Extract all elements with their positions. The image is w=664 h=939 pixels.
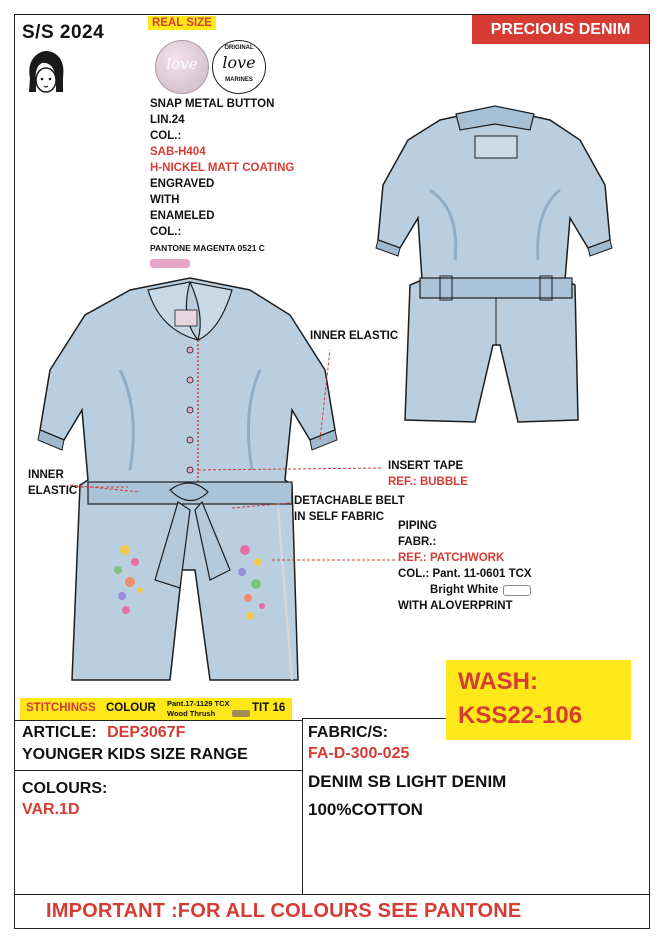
divider — [14, 894, 650, 895]
trim-line: H-NICKEL MATT COATING — [150, 162, 295, 174]
bright-white-swatch — [503, 585, 531, 596]
garment-back-view — [360, 100, 630, 430]
fabric-composition: 100%COTTON — [308, 800, 423, 819]
brand-banner: PRECIOUS DENIM — [472, 15, 649, 44]
insert-tape-callout: INSERT TAPE REF.: BUBBLE — [388, 460, 468, 488]
divider — [302, 718, 303, 894]
article-code: DEP3067F — [107, 724, 186, 741]
article-label: ARTICLE: DEP3067F — [22, 724, 186, 741]
divider — [14, 770, 302, 771]
divider — [14, 720, 302, 721]
fabric-name: DENIM SB LIGHT DENIM — [308, 772, 507, 791]
girl-face-icon — [24, 50, 68, 100]
trim-line: SAB-H404 — [150, 146, 206, 158]
wash-code: KSS22-106 — [458, 702, 583, 729]
trim-line: COL.: — [150, 130, 182, 142]
fabric-label: FABRIC/S: — [308, 724, 388, 741]
size-range: YOUNGER KIDS SIZE RANGE — [22, 746, 248, 763]
stitchings-bar: STITCHINGS COLOUR Pant.17-1129 TCX Wood Thrush TIT 16 — [20, 698, 292, 720]
trim-line: ENAMELED — [150, 210, 215, 222]
inner-elastic-waist-callout: INNER ELASTIC — [28, 469, 78, 497]
real-size-tag: REAL SIZE — [148, 16, 216, 30]
trim-line: SNAP METAL BUTTON — [150, 98, 275, 110]
wash-box — [446, 660, 631, 740]
trim-line: ENGRAVED — [150, 178, 215, 190]
piping-callout: PIPING FABR.: REF.: PATCHWORK COL.: Pant. 11-0601 TCX Bright White WITH ALOVERPRINT — [398, 520, 532, 612]
fabric-code: FA-D-300-025 — [308, 745, 410, 762]
colours-label: COLOURS: — [22, 780, 108, 797]
inner-elastic-callout: INNER ELASTIC — [310, 330, 399, 342]
season-label: S/S 2024 — [22, 22, 105, 43]
trim-spec — [150, 97, 294, 268]
trim-line: COL.: — [150, 226, 182, 238]
wash-label: WASH: — [458, 668, 538, 695]
trim-line: WITH — [150, 194, 180, 206]
colours-value: VAR.1D — [22, 801, 80, 818]
detachable-belt-callout: DETACHABLE BELT IN SELF FABRIC — [294, 495, 405, 523]
love-button-logo: love — [155, 40, 209, 94]
love-marines-logo: ORIGINAL love MARINES — [212, 40, 266, 94]
trim-line: PANTONE MAGENTA 0521 C — [150, 243, 265, 253]
footer-note: IMPORTANT :FOR ALL COLOURS SEE PANTONE — [46, 900, 522, 922]
magenta-swatch — [150, 259, 190, 268]
trim-line: LIN.24 — [150, 114, 185, 126]
divider — [302, 718, 446, 719]
wood-thrush-swatch — [232, 710, 250, 717]
